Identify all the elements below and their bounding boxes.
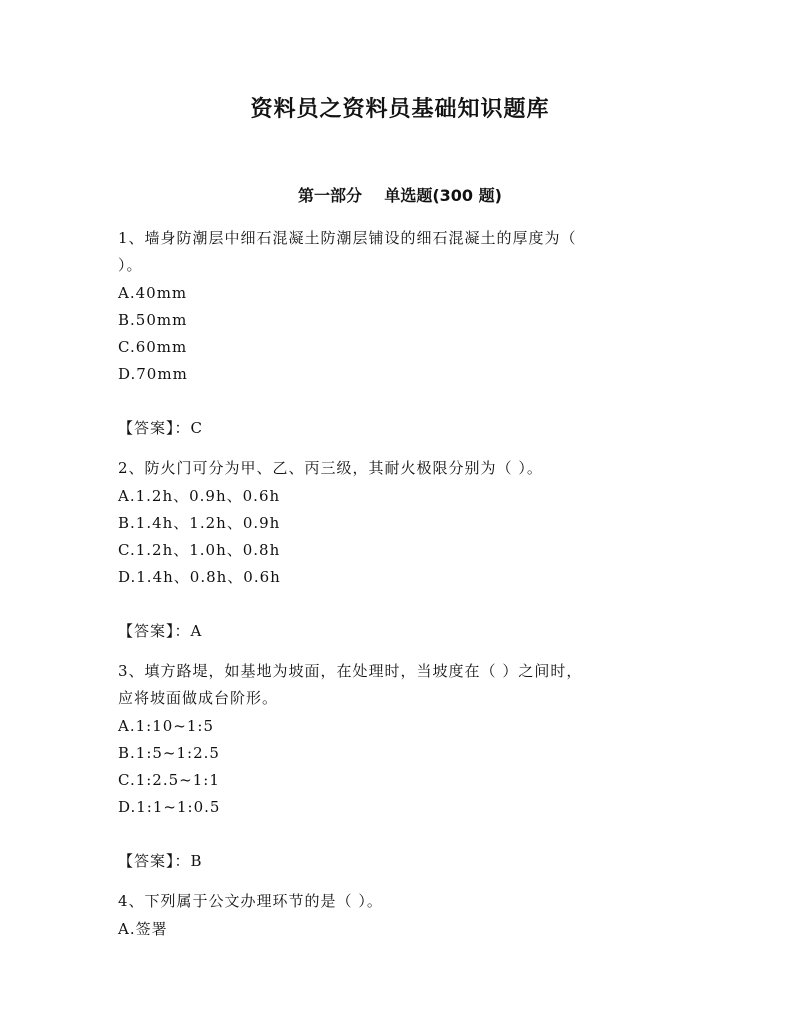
question-1-option-a: A.40mm	[118, 284, 188, 302]
question-3-stem-line-2: 应将坡面做成台阶形。	[118, 689, 279, 707]
question-2-option-d: D.1.4h、0.8h、0.6h	[118, 568, 281, 586]
page-title: 资料员之资料员基础知识题库	[250, 97, 550, 122]
answer-value: C	[190, 419, 203, 437]
question-3-option-d: D.1:1~1:0.5	[118, 798, 221, 816]
question-1-answer	[118, 418, 203, 438]
question-2-option-a: A.1.2h、0.9h、0.6h	[118, 487, 281, 505]
answer-label: 【答案】：	[118, 419, 191, 437]
answer-value: B	[190, 852, 203, 870]
question-4-stem-line-1: 4、下列属于公文办理环节的是（ ）。	[118, 892, 383, 910]
question-1-option-c: C.60mm	[118, 338, 188, 356]
question-3-stem-line-1: 3、填方路堤，如基地为坡面，在处理时，当坡度在（ ）之间时，	[118, 662, 583, 680]
question-3-answer	[118, 851, 203, 871]
answer-value: A	[190, 622, 203, 640]
question-1-stem-line-1: 1、墙身防潮层中细石混凝土防潮层铺设的细石混凝土的厚度为（	[118, 229, 577, 247]
question-1-stem-line-2: ）。	[118, 256, 143, 274]
answer-label: 【答案】：	[118, 622, 191, 640]
section-name: 单选题(300 题)	[384, 186, 502, 205]
question-1-option-d: D.70mm	[118, 365, 188, 383]
question-2-answer	[118, 621, 202, 641]
question-2-option-b: B.1.4h、1.2h、0.9h	[118, 514, 281, 532]
section-title	[0, 183, 800, 206]
answer-label: 【答案】：	[118, 852, 191, 870]
question-1-option-b: B.50mm	[118, 311, 188, 329]
question-2-option-c: C.1.2h、1.0h、0.8h	[118, 541, 281, 559]
question-3-option-a: A.1:10~1:5	[118, 717, 214, 735]
question-4-option-a: A.签署	[118, 920, 168, 938]
question-3-option-c: C.1:2.5~1:1	[118, 771, 220, 789]
question-3-option-b: B.1:5~1:2.5	[118, 744, 220, 762]
section-part: 第一部分	[298, 186, 363, 205]
question-2-stem-line-1: 2、防火门可分为甲、乙、丙三级，其耐火极限分别为（ ）。	[118, 459, 543, 477]
